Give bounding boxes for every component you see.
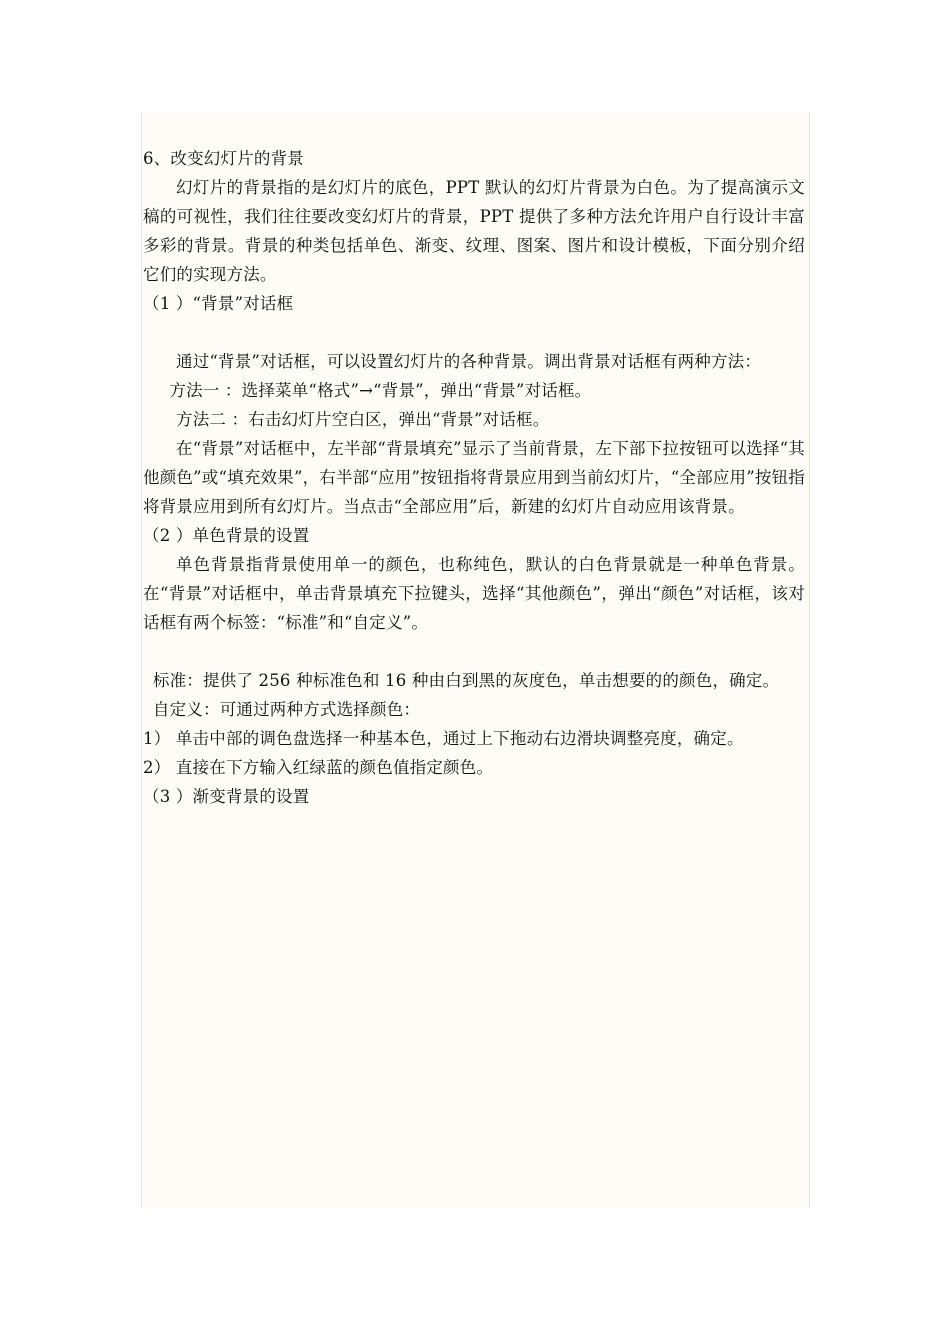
subsection-title-3: （3 ）渐变背景的设置 (143, 787, 310, 806)
subsection-title-2: （2 ）单色背景的设置 (143, 526, 310, 545)
method-one: 方法一 ：选择菜单“格式”→“背景”，弹出“背景”对话框。 (169, 381, 592, 400)
subsection-title-1: （1 ）“背景”对话框 (143, 294, 294, 313)
custom-tab-paragraph: 自定义：可通过两种方式选择颜色： (152, 700, 421, 719)
solid-background-paragraph: 单色背景指背景使用单一的颜色，也称纯色，默认的白色背景就是一种单色背景。在“背景”对话框中，单击背景填充下拉键头，选择“其他颜色”，弹出“颜色”对话框，该对话框有两个标签：“标准”和“自定义”。 (143, 555, 805, 632)
background-dialog-paragraph: 通过“背景”对话框，可以设置幻灯片的各种背景。调出背景对话框有两种方法： (176, 352, 762, 371)
custom-option-2: 2） 直接在下方输入红绿蓝的颜色值指定颜色。 (143, 758, 494, 777)
blank-line (143, 318, 805, 347)
standard-tab-paragraph: 标准：提供了 256 种标准色和 16 种由白到黑的灰度色，单击想要的的颜色，确定。 (152, 671, 780, 690)
dialog-description-paragraph: 在“背景”对话框中，左半部“背景填充”显示了当前背景，左下部下拉按钮可以选择“其他颜色”或“填充效果”，右半部“应用”按钮指将背景应用到当前幻灯片，“全部应用”按钮指将背景应用到所有幻灯片。当点击“全部应用”后，新建的幻灯片自动应用该背景。 (143, 439, 805, 516)
custom-option-1: 1） 单击中部的调色盘选择一种基本色，通过上下拖动右边滑块调整亮度，确定。 (143, 729, 744, 748)
blank-line (143, 637, 805, 666)
section-heading: 6、改变幻灯片的背景 (143, 149, 304, 168)
document-body (143, 144, 805, 811)
intro-paragraph: 幻灯片的背景指的是幻灯片的底色，PPT 默认的幻灯片背景为白色。为了提高演示文稿的可视性，我们往往要改变幻灯片的背景，PPT 提供了多种方法允许用户自行设计丰富多彩的背景。背景的种类包括单色、渐变、纹理、图案、图片和设计模板，下面分别介绍它们的实现方法。 (143, 178, 805, 284)
method-two: 方法二 ：右击幻灯片空白区，弹出“背景”对话框。 (176, 410, 550, 429)
